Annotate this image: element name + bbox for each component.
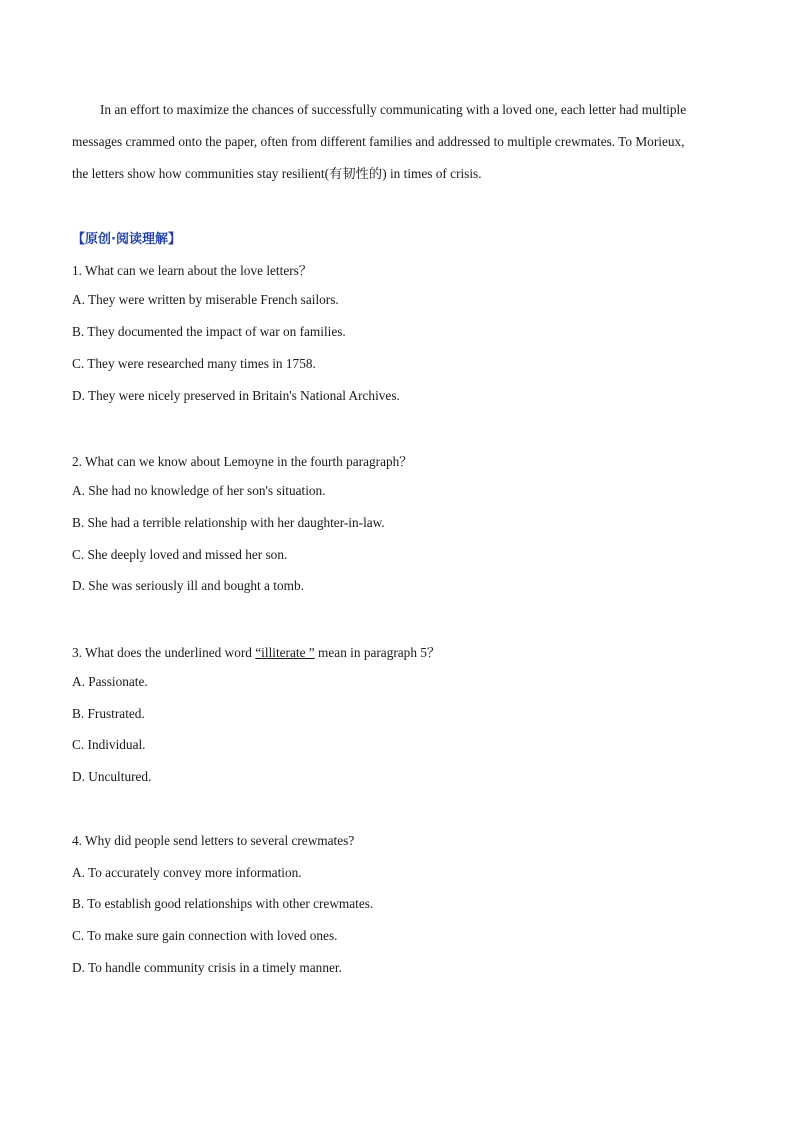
question-4-option-b: B. To establish good relationships with other crewmates. bbox=[72, 896, 374, 911]
question-2-stem: 2. What can we know about Lemoyne in the fourth paragraph？ bbox=[72, 454, 413, 469]
question-4-stem: 4. Why did people send letters to several crewmates? bbox=[72, 833, 355, 848]
question-4-option-c: C. To make sure gain connection with loved ones. bbox=[72, 928, 338, 943]
question-4-option-d: D. To handle community crisis in a timely manner. bbox=[72, 960, 342, 975]
question-3-stem-post: mean in paragraph 5？ bbox=[314, 645, 441, 660]
question-2-option-b: B. She had a terrible relationship with her daughter-in-law. bbox=[72, 515, 385, 530]
passage-line-2: messages crammed onto the paper, often from different families and addressed to multiple crewmates. To Morieux, bbox=[72, 134, 685, 149]
question-1-option-d: D. They were nicely preserved in Britain's National Archives. bbox=[72, 388, 400, 403]
question-3-option-b: B. Frustrated. bbox=[72, 706, 145, 721]
question-2-option-c: C. She deeply loved and missed her son. bbox=[72, 547, 288, 562]
question-3-stem-pre: 3. What does the underlined word bbox=[72, 645, 256, 660]
question-1-option-c: C. They were researched many times in 1758. bbox=[72, 356, 316, 371]
passage-line-3: the letters show how communities stay resilient(有韧性的) in times of crisis. bbox=[72, 166, 482, 181]
underlined-word: “illiterate ” bbox=[255, 645, 315, 660]
question-1-option-a: A. They were written by miserable French sailors. bbox=[72, 292, 339, 307]
question-2-option-a: A. She had no knowledge of her son's situation. bbox=[72, 483, 326, 498]
section-title: 【原创·阅读理解】 bbox=[72, 232, 181, 247]
question-3-option-d: D. Uncultured. bbox=[72, 769, 152, 784]
question-3-stem bbox=[72, 642, 440, 661]
passage-line-1: In an effort to maximize the chances of successfully communicating with a loved one, each letter had multiple bbox=[100, 102, 687, 117]
question-4-option-a: A. To accurately convey more information. bbox=[72, 865, 302, 880]
question-1-option-b: B. They documented the impact of war on families. bbox=[72, 324, 346, 339]
question-3-option-c: C. Individual. bbox=[72, 737, 146, 752]
question-2-option-d: D. She was seriously ill and bought a tomb. bbox=[72, 578, 304, 593]
question-3-option-a: A. Passionate. bbox=[72, 674, 148, 689]
question-1-stem: 1. What can we learn about the love letters？ bbox=[72, 263, 313, 278]
